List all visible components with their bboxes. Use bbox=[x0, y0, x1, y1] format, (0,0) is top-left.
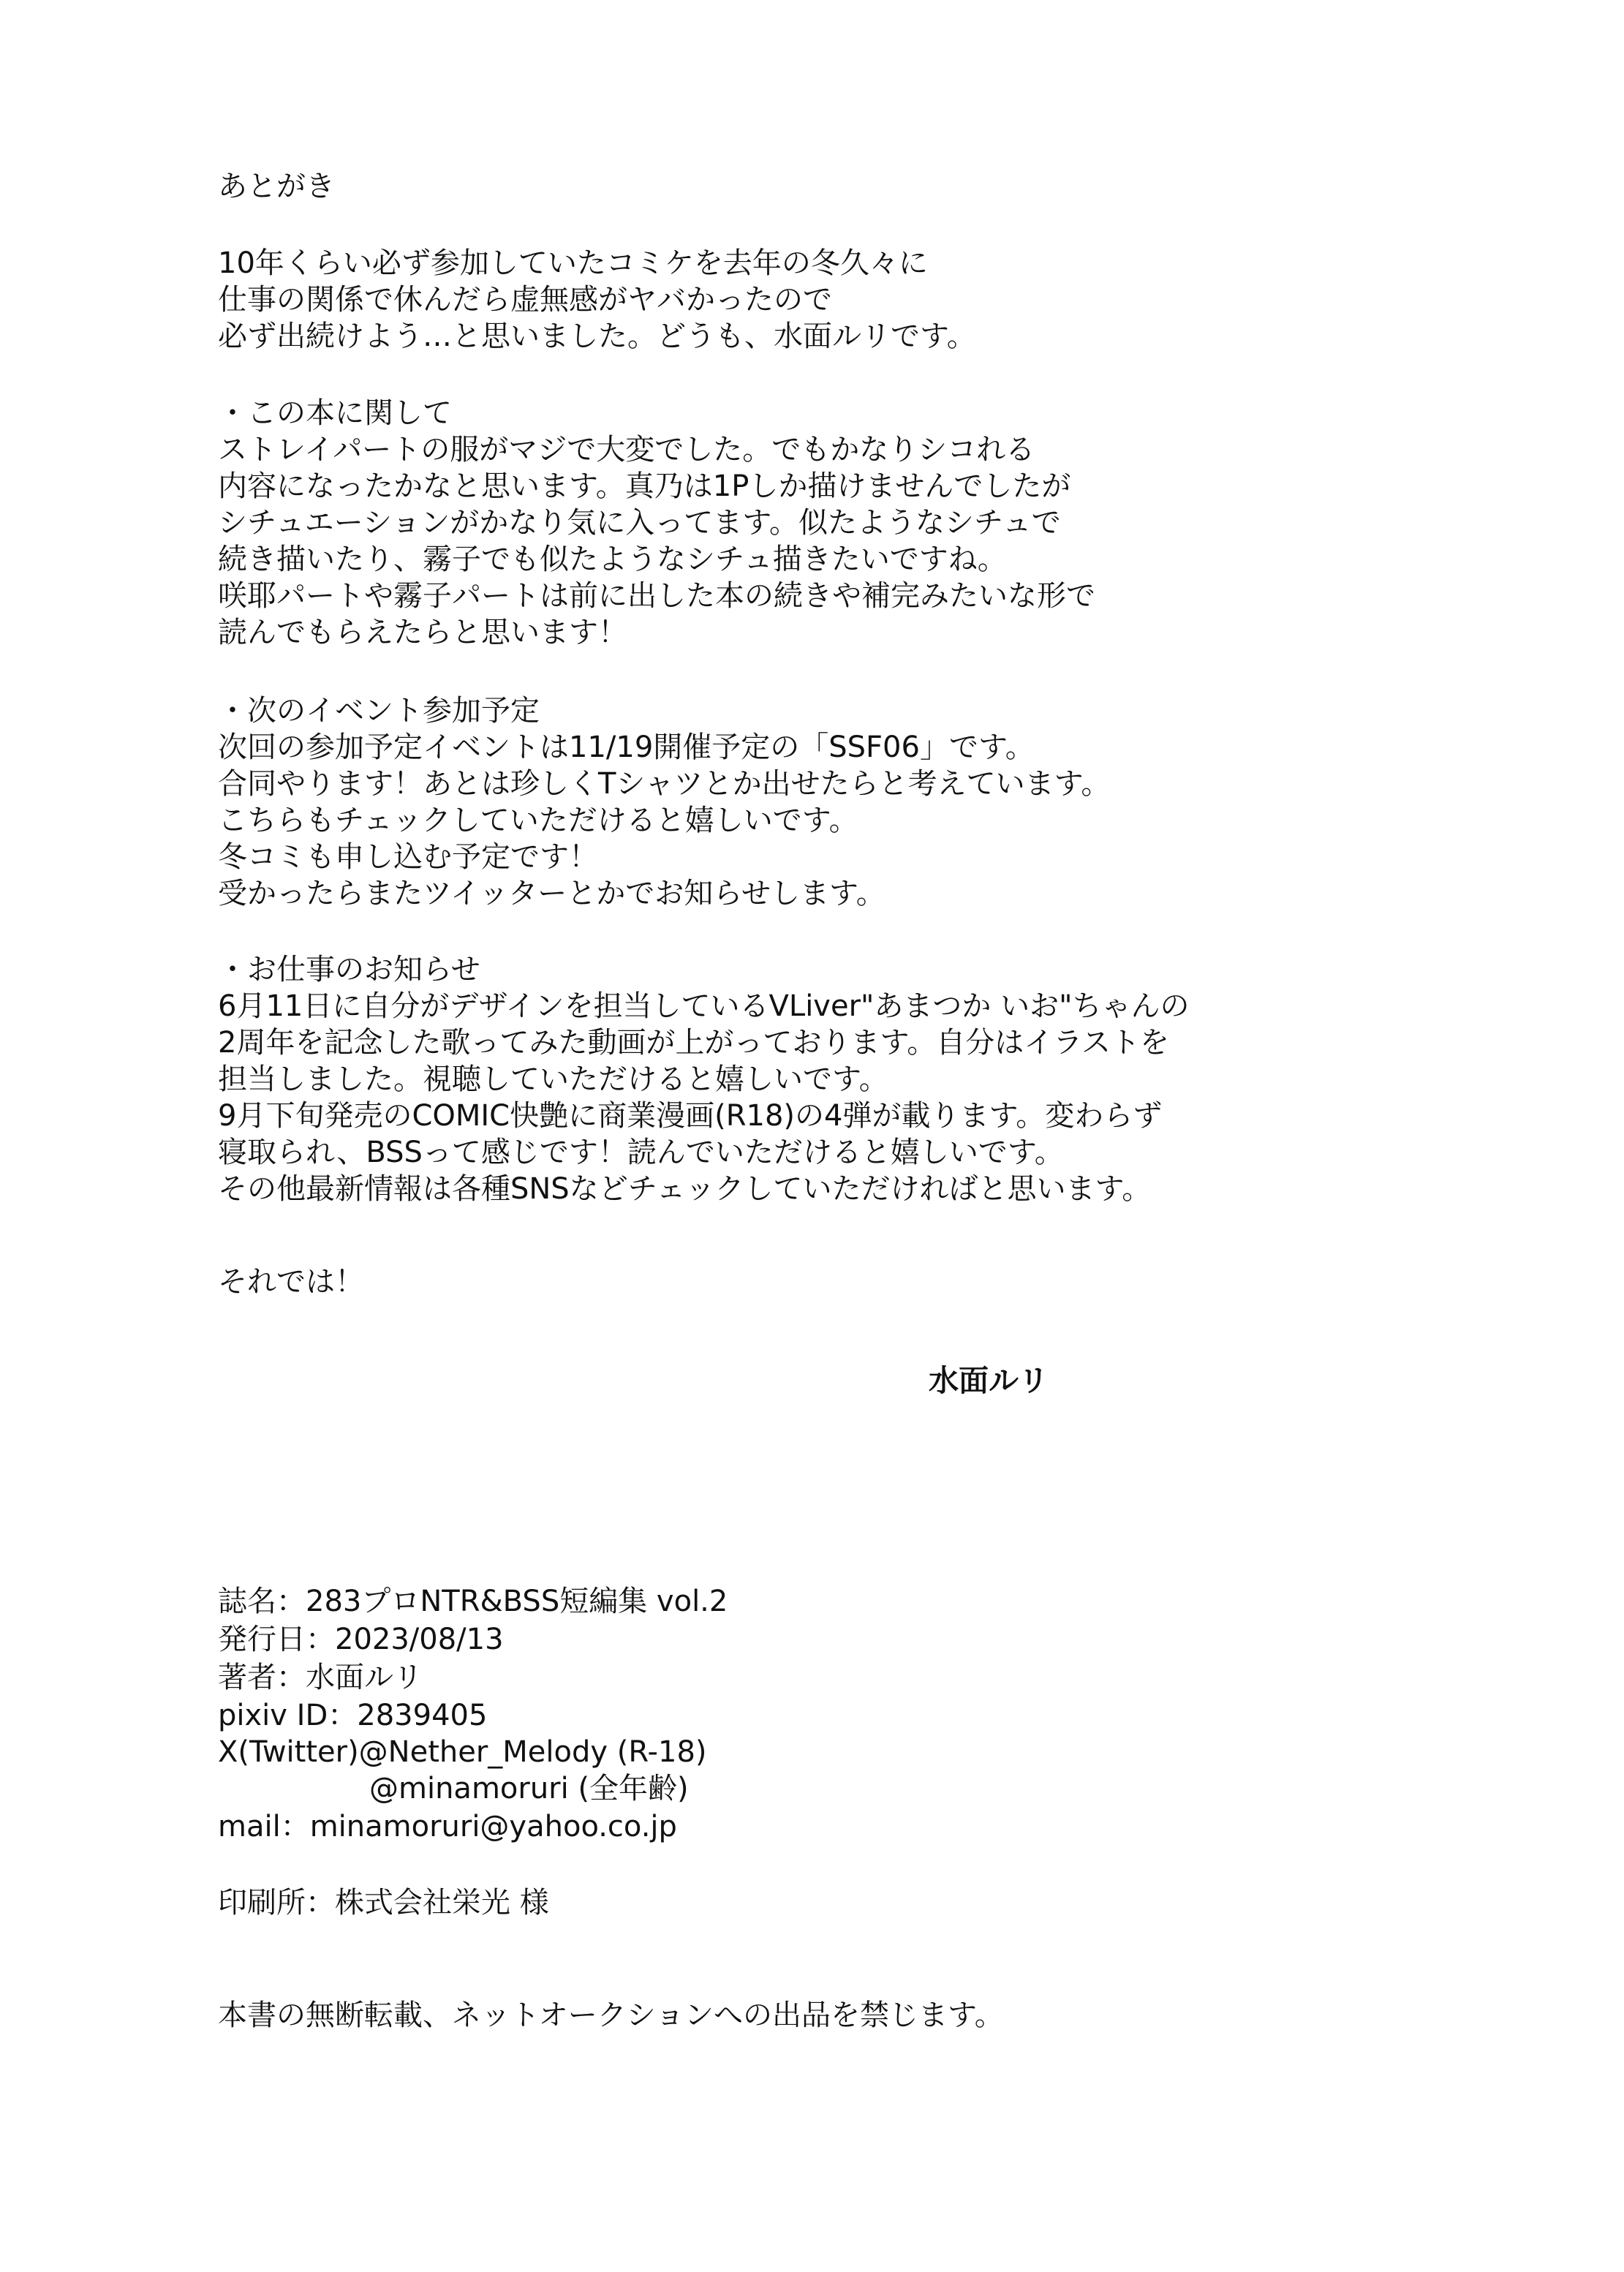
section-line: 担当しました。視聴していただけると嬉しいです。 bbox=[218, 1063, 888, 1096]
section-line: 続き描いたり、霧子でも似たようなシチュ描きたいですね。 bbox=[218, 543, 1007, 576]
section-line: その他最新情報は各種SNSなどチェックしていただければと思います。 bbox=[218, 1172, 1152, 1206]
section-line: 読んでもらえたらと思います！ bbox=[218, 616, 627, 649]
colophon-date: 発行日：2023/08/13 bbox=[218, 1623, 504, 1656]
afterword-title: あとがき bbox=[218, 170, 335, 203]
section-line: 冬コミも申し込む予定です！ bbox=[218, 840, 598, 874]
colophon-pixiv: pixiv ID：2839405 bbox=[218, 1699, 488, 1732]
colophon-twitter-main: X(Twitter)@Nether_Melody (R-18) bbox=[218, 1735, 707, 1769]
section-line: 寝取られ、BSSって感じです！読んでいただけると嬉しいです。 bbox=[218, 1136, 1064, 1169]
intro-line: 仕事の関係で休んだら虚無感がヤバかったので bbox=[218, 283, 832, 317]
colophon-mail: mail：minamoruri@yahoo.co.jp bbox=[218, 1810, 677, 1843]
closing-text: それでは！ bbox=[218, 1265, 364, 1299]
colophon-printer: 印刷所：株式会社栄光 様 bbox=[218, 1886, 549, 1920]
section-line: 合同やります！あとは珍しくTシャツとか出せたらと考えています。 bbox=[218, 767, 1111, 801]
section-line: 咲耶パートや霧子パートは前に出した本の続きや補完みたいな形で bbox=[218, 579, 1095, 613]
section-line: ストレイパートの服がマジで大変でした。でもかなりシコれる bbox=[218, 433, 1035, 467]
intro-line: 10年くらい必ず参加していたコミケを去年の冬久々に bbox=[218, 246, 928, 280]
colophon-author: 著者：水面ルリ bbox=[218, 1661, 423, 1694]
section-line: こちらもチェックしていただけると嬉しいです。 bbox=[218, 804, 858, 837]
section-line: 次回の参加予定イベントは11/19開催予定の「SSF06」です。 bbox=[218, 731, 1035, 764]
signature: 水面ルリ bbox=[929, 1363, 1049, 1398]
intro-line: 必ず出続けよう…と思いました。どうも、水面ルリです。 bbox=[218, 320, 976, 353]
section-line: シチュエーションがかなり気に入ってます。似たようなシチュで bbox=[218, 506, 1061, 540]
section-heading-book: ・この本に関して bbox=[218, 396, 452, 430]
section-heading-work: ・お仕事のお知らせ bbox=[218, 953, 480, 986]
colophon-title: 誌名：283プロNTR&BSS短編集 vol.2 bbox=[218, 1585, 728, 1618]
section-line: 内容になったかなと思います。真乃は1Pしか描けませんでしたが bbox=[218, 469, 1071, 503]
section-line: 受かったらまたツイッターとかでお知らせします。 bbox=[218, 877, 885, 910]
copyright-notice: 本書の無断転載、ネットオークションへの出品を禁じます。 bbox=[218, 1999, 1004, 2032]
colophon-twitter-sub: @minamoruri (全年齢) bbox=[369, 1772, 689, 1805]
section-line: 6月11日に自分がデザインを担当しているVLiver"あまつか いお"ちゃんの bbox=[218, 989, 1190, 1023]
section-line: 2周年を記念した歌ってみた動画が上がっております。自分はイラストを bbox=[218, 1026, 1170, 1060]
section-line: 9月下旬発売のCOMIC快艶に商業漫画(R18)の4弾が載ります。変わらず bbox=[218, 1099, 1163, 1133]
section-heading-event: ・次のイベント参加予定 bbox=[218, 694, 540, 728]
